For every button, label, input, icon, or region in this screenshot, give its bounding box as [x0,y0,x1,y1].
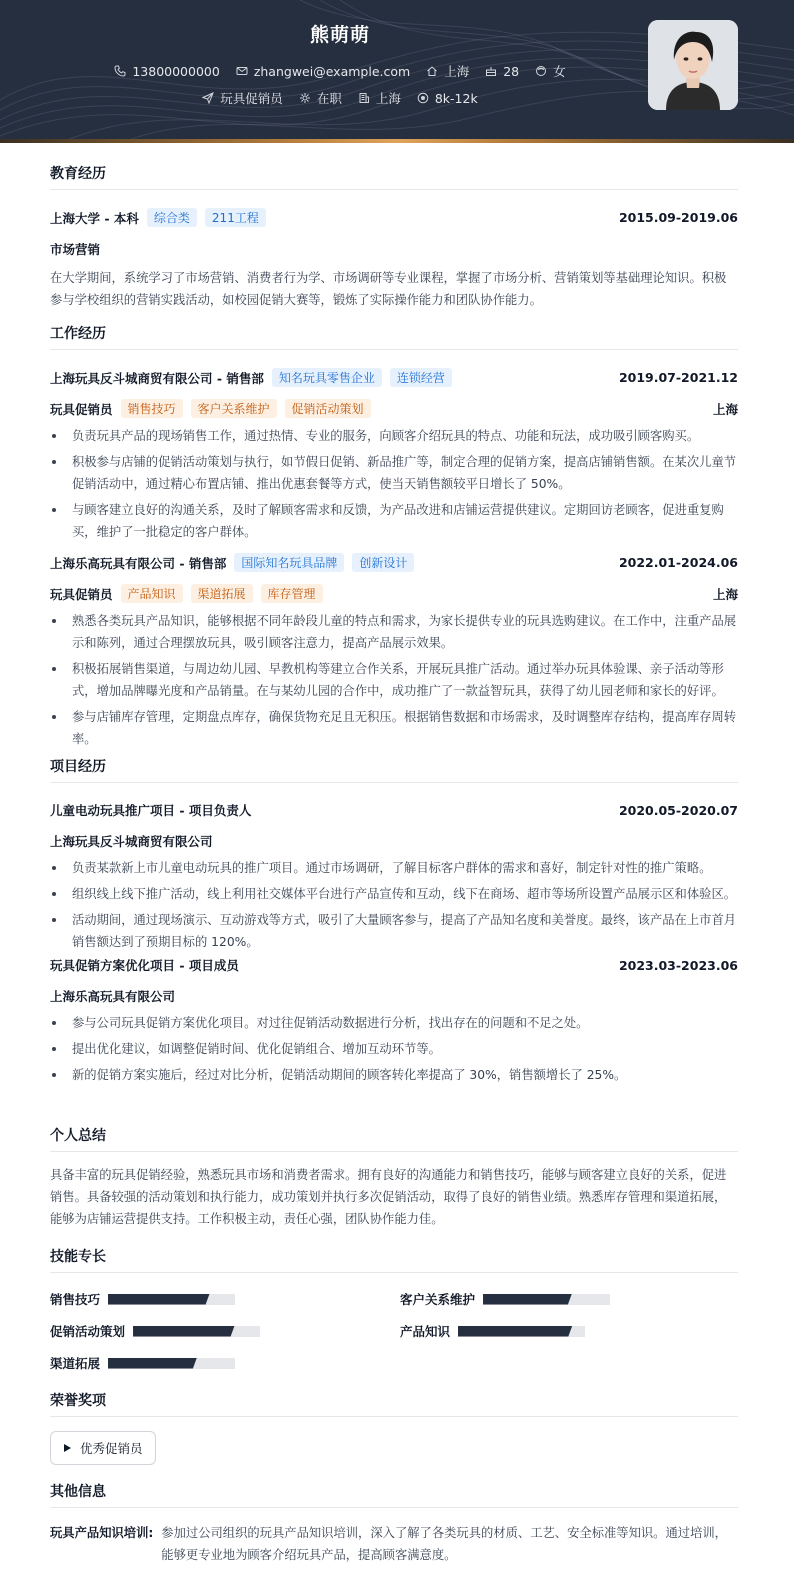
skill-bar [108,1358,235,1369]
project-company: 上海玩具反斗城商贸有限公司 [50,834,213,849]
honors-section [50,1390,738,1465]
job-city: 上海 [712,586,738,602]
skill-item [50,1322,260,1340]
education-head [50,208,738,227]
project-head [50,956,738,974]
job-bullets [50,610,738,750]
list-item: 与顾客建立良好的沟通关系，及时了解顾客需求和反馈，为产品改进和店铺运营提供建议。定期回访老顾客，促进重复购买，维护了一批稳定的客户群体。 [50,499,738,543]
location-item [426,62,469,80]
school-name: 上海大学 - 本科 [50,210,139,226]
phone-item [114,64,219,79]
company-tag: 创新设计 [352,553,414,572]
education-major: 市场营销 [50,242,101,257]
job-company: 上海乐高玩具有限公司 - 销售部 [50,555,227,571]
skill-tag: 产品知识 [121,584,183,603]
skill-bar [483,1294,610,1305]
list-item: 活动期间，通过现场演示、互动游戏等方式，吸引了大量顾客参与，提高了产品知名度和美誉度。最终，该产品在上市首月销售额达到了预期目标的 120%。 [50,909,738,953]
skill-bar [458,1326,585,1337]
projects-title: 项目经历 [50,756,738,783]
avatar [648,20,738,110]
skills-section [50,1246,738,1373]
skill-tag: 促销活动策划 [285,399,371,418]
position-item [202,89,283,107]
job-company: 上海玩具反斗城商贸有限公司 - 销售部 [50,370,264,386]
list-item: 参与公司玩具促销方案优化项目。对过往促销活动数据进行分析，找出存在的问题和不足之处。 [50,1012,738,1034]
send-icon [202,92,214,104]
list-item: 参与店铺库存管理，定期盘点库存，确保货物充足且无积压。根据销售数据和市场需求，及时调整库存结构，提高库存周转率。 [50,706,738,750]
skill-level-fill [133,1326,235,1337]
other-value: 参加过公司组织的玩具产品知识培训，深入了解了各类玩具的材质、工艺、安全标准等知识。通过培训，能够更专业地为顾客介绍玩具产品，提高顾客满意度。 [161,1526,727,1562]
job-role: 玩具促销员 [50,401,113,417]
email-text: zhangwei@example.com [253,63,411,79]
company-tag: 连锁经营 [390,368,452,387]
company-tag: 国际知名玩具品牌 [234,553,344,572]
job-date: 2019.07-2021.12 [618,370,738,385]
skill-item [50,1290,235,1308]
skill-tag: 销售技巧 [121,399,183,418]
project-name: 儿童电动玩具推广项目 - 项目负责人 [50,803,252,818]
list-item: 提出优化建议，如调整促销时间、优化促销组合、增加互动环节等。 [50,1038,738,1060]
project-date: 2020.05-2020.07 [618,802,738,818]
skill-tag: 客户关系维护 [191,399,277,418]
award-name: 优秀促销员 [80,1441,143,1456]
award-badge [50,1431,156,1465]
job-city: 上海 [712,401,738,417]
skill-name: 产品知识 [400,1324,451,1339]
skill-tag: 库存管理 [261,584,323,603]
other-item [50,1522,738,1566]
age-text: 28 [503,63,520,79]
job-head [50,368,738,387]
job-role-row [50,399,738,418]
education-date: 2015.09-2019.06 [618,210,738,225]
phone-text: 13800000000 [132,63,220,79]
project-head [50,801,738,819]
skill-bar [133,1326,260,1337]
position-text: 玩具促销员 [220,91,283,106]
phone-icon [114,65,126,77]
skills-title: 技能专长 [50,1246,738,1273]
candidate-name: 熊萌萌 [309,24,370,46]
job-date: 2022.01-2024.06 [618,555,738,570]
school-tag: 综合类 [147,208,197,227]
building-icon [358,92,370,104]
play-icon [63,1443,72,1453]
age-icon [485,65,497,77]
email-item [236,64,410,79]
skill-name: 销售技巧 [50,1292,101,1307]
skill-level-fill [108,1294,210,1305]
other-section [50,1481,738,1566]
job-entry [50,368,738,543]
list-item: 熟悉各类玩具产品知识，能够根据不同年龄段儿童的特点和需求，为家长提供专业的玩具选购建议。在工作中，注重产品展示和陈列，通过合理摆放玩具，吸引顾客注意力，提高产品展示效果。 [50,610,738,654]
skills-grid [50,1273,738,1373]
avatar-portrait [648,20,738,110]
skill-tag: 渠道拓展 [191,584,253,603]
school-tag: 211工程 [205,208,266,227]
salary-text: 8k-12k [434,90,478,106]
job-head [50,553,738,572]
status-text: 在职 [316,91,342,106]
skill-level-fill [458,1326,572,1337]
mail-icon [236,65,248,77]
resume-header [0,0,794,143]
project-company: 上海乐高玩具有限公司 [50,989,176,1004]
other-key: 玩具产品知识培训: [50,1526,154,1540]
skill-name: 渠道拓展 [50,1356,101,1371]
skill-name: 促销活动策划 [50,1324,126,1339]
company-tag: 知名玩具零售企业 [272,368,382,387]
list-item: 组织线上线下推广活动，线上利用社交媒体平台进行产品宣传和互动，线下在商场、超市等场所设置产品展示区和体验区。 [50,883,738,905]
location-text: 上海 [444,64,470,79]
project-bullets [50,857,738,953]
header-accent-line [0,139,794,143]
list-item: 新的促销方案实施后，经过对比分析，促销活动期间的顾客转化率提高了 30%，销售额增长了 25%。 [50,1064,738,1086]
skill-name: 客户关系维护 [400,1292,476,1307]
skill-bar [108,1294,235,1305]
job-info-row [0,89,680,107]
list-item: 积极拓展销售渠道，与周边幼儿园、早教机构等建立合作关系，开展玩具推广活动。通过举办玩具体验课、亲子活动等形式，增加品牌曝光度和产品销量。在与某幼儿园的合作中，成功推广了一款益智玩具，获得了幼儿园老师和家长的好评。 [50,658,738,702]
project-date: 2023.03-2023.06 [618,957,738,973]
list-item: 负责玩具产品的现场销售工作，通过热情、专业的服务，向顾客介绍玩具的特点、功能和玩法，成功吸引顾客购买。 [50,425,738,447]
gender-icon [535,65,547,77]
education-section [50,163,738,311]
summary-text: 具备丰富的玩具促销经验，熟悉玩具市场和消费者需求。拥有良好的沟通能力和销售技巧，能够与顾客建立良好的关系，促进销售。具备较强的活动策划和执行能力，成功策划并执行多次促销活动，取得了良好的销售业绩。熟悉库存管理和渠道拓展，能够为店铺运营提供支持。工作积极主动，责任心强，团队协作能力佳。 [50,1168,727,1226]
work-city-text: 上海 [375,91,401,106]
job-entry [50,553,738,754]
gender-text: 女 [553,64,566,79]
education-desc: 在大学期间，系统学习了市场营销、消费者行为学、市场调研等专业课程，掌握了市场分析、营销策划等基础理论知识。积极参与学校组织的营销实践活动，如校园促销大赛等，锻炼了实际操作能力和团队协作能力。 [50,271,727,307]
project-bullets [50,1012,738,1086]
job-bullets [50,425,738,543]
salary-icon [417,92,429,104]
projects-section [50,756,738,1082]
list-item: 负责某款新上市儿童电动玩具的推广项目。通过市场调研，了解目标客户群体的需求和喜好，制定针对性的推广策略。 [50,857,738,879]
skill-level-fill [108,1358,197,1369]
status-item [299,89,342,107]
age-item [485,64,519,79]
skill-level-fill [483,1294,572,1305]
project-entry [50,956,738,1090]
salary-item [417,91,478,106]
job-role: 玩具促销员 [50,586,113,602]
status-icon [299,92,311,104]
work-city-item [358,89,401,107]
summary-title: 个人总结 [50,1125,738,1152]
home-icon [426,65,438,77]
project-name: 玩具促销方案优化项目 - 项目成员 [50,958,239,973]
gender-item [535,62,566,80]
education-title: 教育经历 [50,163,738,190]
project-entry [50,801,738,953]
skill-item [400,1290,610,1308]
other-title: 其他信息 [50,1481,738,1508]
job-role-row [50,584,738,603]
contact-row [0,62,680,80]
work-title: 工作经历 [50,323,738,350]
summary-section [50,1125,738,1230]
skill-item [400,1322,585,1340]
list-item: 积极参与店铺的促销活动策划与执行，如节假日促销、新品推广等，制定合理的促销方案，提高店铺销售额。在某次儿童节促销活动中，通过精心布置店铺、推出优惠套餐等方式，使当天销售额较平日增长了 50%。 [50,451,738,495]
honors-title: 荣誉奖项 [50,1390,738,1417]
skill-item [50,1354,235,1372]
work-section [50,323,738,746]
